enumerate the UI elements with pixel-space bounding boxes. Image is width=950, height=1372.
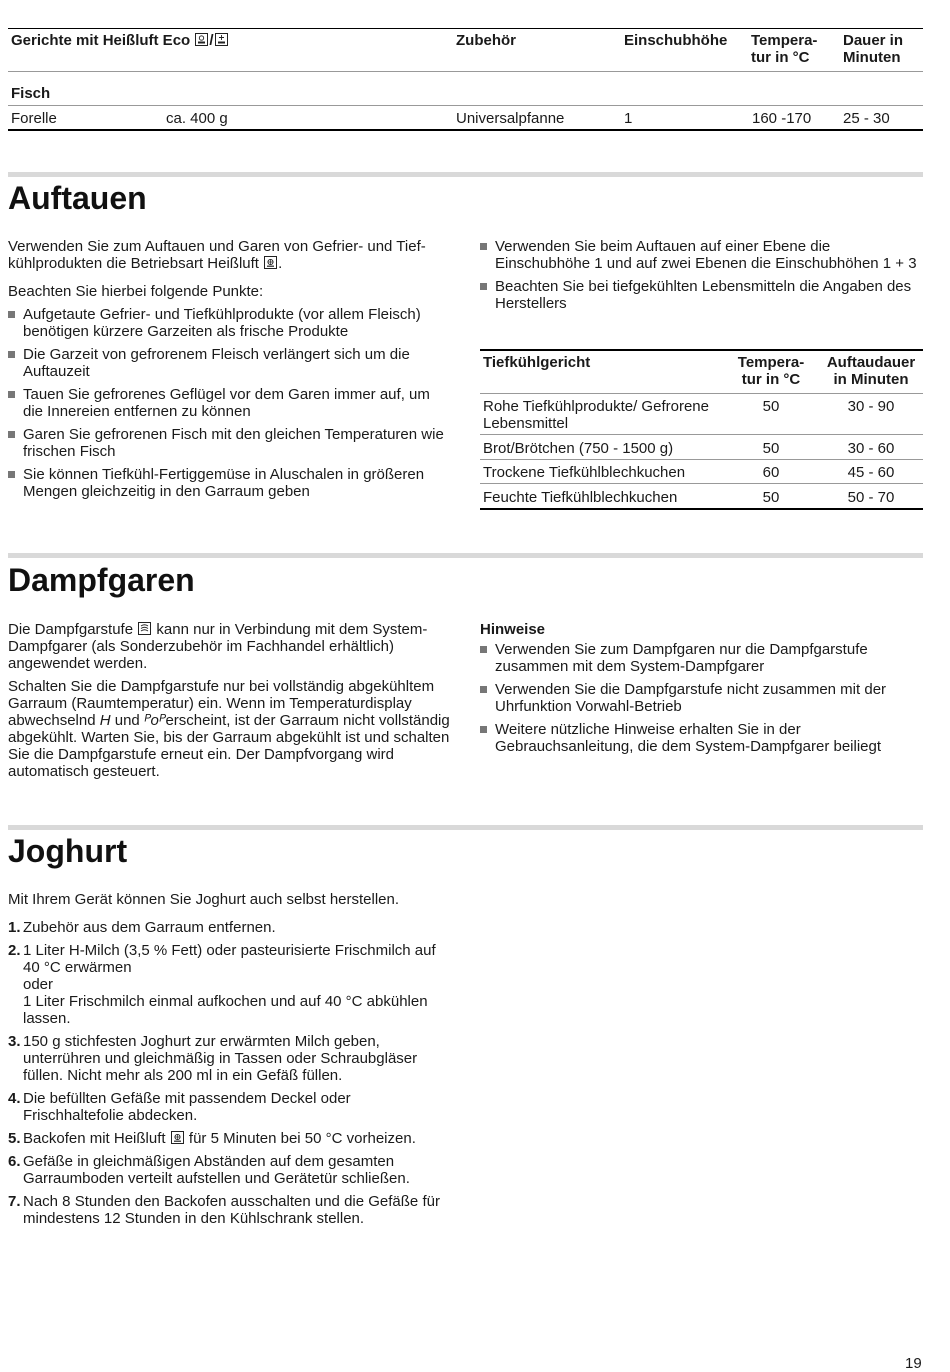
joghurt-steps [8, 919, 453, 1233]
auftauen-table-header-dish: Tiefkühlgericht [483, 354, 591, 371]
auftauen-table-header-duration [820, 354, 922, 388]
bullet-square-icon [8, 431, 15, 438]
list-item [8, 1130, 453, 1147]
section-title-dampfgaren: Dampfgaren [8, 562, 195, 598]
row-temp: 160 -170 [752, 110, 812, 127]
dampfgaren-p2-start: Schalten Sie die Dampfgarstufe nur bei vollständig abgekühltem Garraum (Raumtemperatur) ein. Wenn im Temperaturdisplay abwechselnd [8, 678, 435, 729]
bullet-square-icon [480, 726, 487, 733]
step-alt-text: 1 Liter Frischmilch einmal aufkochen und auf 40 °C abkühlen lassen. [23, 993, 428, 1027]
bullet-square-icon [8, 351, 15, 358]
row-rule [480, 434, 923, 435]
top-table-header-dish [11, 32, 229, 49]
row-duration: 30 - 60 [847, 440, 895, 457]
top-table-header-accessory: Zubehör [456, 32, 516, 49]
list-item-text: Verwenden Sie zum Dampfgaren nur die Dampfgarstufe zusammen mit dem System-Dampfgarer [495, 641, 868, 675]
list-item-text: Die Garzeit von gefrorenem Fleisch verlängert sich um die Auftauzeit [23, 346, 410, 380]
bullet-square-icon [480, 686, 487, 693]
row-dish: Feuchte Tiefkühlblechkuchen [483, 489, 678, 506]
step-text: Gefäße in gleichmäßigen Abständen auf dem gesamten Garraumboden verteilt aufstellen und Gerätetür schließen. [23, 1153, 410, 1187]
auftauen-bullets-right [480, 238, 920, 318]
bullet-square-icon [8, 311, 15, 318]
header-duration-line2: Minuten [843, 49, 901, 66]
top-table-top-rule [8, 28, 923, 29]
auftauen-intro-end: . [278, 255, 283, 272]
row-rule [480, 483, 923, 484]
header-duration-line1: Dauer in [843, 32, 904, 49]
dampfgaren-p2-end: erscheint, ist der Garraum nicht vollständig abgekühlt. Warten Sie, bis der Garraum abgekühlt ist und schalten Sie die Dampfgarstufe erneut ein. Der Dampfvorgang wird automatisch gesteuert. [8, 712, 450, 780]
auftauen-intro-line2: kühlprodukten die Betriebsart Heißluft [8, 255, 259, 272]
bullet-square-icon [8, 471, 15, 478]
step-text: Die befüllten Gefäße mit passendem Deckel oder Frischhaltefolie abdecken. [23, 1090, 351, 1124]
list-item [8, 1153, 453, 1187]
section-divider-joghurt [8, 825, 923, 830]
list-item [8, 466, 448, 500]
list-item [8, 942, 453, 1027]
auftauen-table-header-temp [730, 354, 812, 388]
header-duration-line2: in Minuten [833, 371, 909, 388]
row-dish: Rohe Tiefkühlprodukte/ Gefrorene Lebensmittel [483, 398, 709, 432]
dampfgaren-p1-start: Die Dampfgarstufe [8, 621, 134, 638]
list-item [8, 426, 448, 460]
list-item [480, 238, 920, 272]
list-item-text: Verwenden Sie beim Auftauen auf einer Ebene die Einschubhöhe 1 und auf zwei Ebenen die Einschubhöhen 1 + 3 [495, 238, 917, 272]
top-table-header-duration [843, 32, 903, 66]
header-temp-line1: Tempera- [737, 354, 805, 371]
step-text: 1 Liter H-Milch (3,5 % Fett) oder pasteurisierte Frischmilch auf 40 °C erwärmen [23, 942, 436, 976]
row-temp: 50 [762, 398, 780, 415]
page-number: 19 [905, 1355, 922, 1372]
bullet-square-icon [480, 646, 487, 653]
header-temp-line2: tur in °C [741, 371, 801, 388]
dampfgaren-paragraph-2 [8, 678, 453, 780]
auftauen-intro [8, 238, 453, 272]
list-item [480, 721, 920, 755]
joghurt-intro: Mit Ihrem Gerät können Sie Joghurt auch selbst herstellen. [8, 891, 400, 908]
top-table-header-rule [8, 71, 923, 72]
auftauen-bullets-left [8, 306, 448, 506]
header-dish-label: Gerichte mit Heißluft Eco [11, 32, 191, 49]
hot-air-icon [264, 256, 277, 269]
step-text: Zubehör aus dem Garraum entfernen. [23, 919, 276, 936]
list-item-text: Aufgetaute Gefrier- und Tiefkühlprodukte (vor allem Fleisch) benötigen kürzere Garzeiten als frische Produkte [23, 306, 421, 340]
section-title-joghurt: Joghurt [8, 833, 128, 869]
list-item [8, 386, 448, 420]
hot-air-eco-icon [195, 33, 208, 46]
list-item [480, 278, 920, 312]
header-temp-line1: Tempera- [751, 32, 818, 49]
step-number: 6. [8, 1153, 21, 1170]
row-duration: 45 - 60 [847, 464, 895, 481]
list-item [8, 1193, 453, 1227]
row-temp: 50 [762, 440, 780, 457]
list-item-text: Tauen Sie gefrorenes Geflügel vor dem Garen immer auf, um die Innereien entfernen zu können [23, 386, 430, 420]
list-item [8, 1090, 453, 1124]
top-table-bottom-rule [8, 129, 923, 131]
auftauen-table-header-rule [480, 393, 923, 394]
list-item-text: Beachten Sie bei tiefgekühlten Lebensmitteln die Angaben des Herstellers [495, 278, 912, 312]
step-number: 4. [8, 1090, 21, 1107]
section-divider-dampfgaren [8, 553, 923, 558]
auftauen-intro-line1: Verwenden Sie zum Auftauen und Garen von Gefrier- und Tief- [8, 238, 426, 255]
row-temp: 60 [762, 464, 780, 481]
step-number: 2. [8, 942, 21, 959]
top-table-group-rule [8, 105, 923, 106]
header-separator: / [209, 32, 214, 49]
steam-icon [138, 622, 151, 635]
row-amount: ca. 400 g [166, 110, 228, 127]
row-duration: 25 - 30 [843, 110, 890, 127]
row-dish: Forelle [11, 110, 57, 127]
section-divider-auftauen [8, 172, 923, 177]
list-item [8, 1033, 453, 1084]
section-title-auftauen: Auftauen [8, 180, 147, 216]
top-table-header-temp [751, 32, 817, 66]
list-item [8, 346, 448, 380]
step-number: 7. [8, 1193, 21, 1210]
display-glyph-pop: ᴾoᴾ [143, 712, 166, 729]
list-item-text: Weitere nützliche Hinweise erhalten Sie in der Gebrauchsanleitung, die dem System-Dampfgarer beiliegt [495, 721, 882, 755]
list-item [480, 641, 920, 675]
dampfgaren-paragraph-1 [8, 621, 453, 672]
step-number: 3. [8, 1033, 21, 1050]
list-item [480, 681, 920, 715]
list-item-text: Garen Sie gefrorenen Fisch mit den gleichen Temperaturen wie frischen Fisch [23, 426, 444, 460]
bullet-square-icon [8, 391, 15, 398]
top-table-group: Fisch [11, 85, 51, 102]
hot-air-icon [171, 1131, 184, 1144]
dampfgaren-p2-mid: und [114, 712, 140, 729]
header-temp-line2: tur in °C [751, 49, 810, 66]
step-text: Backofen mit Heißluft [23, 1130, 166, 1147]
auftauen-table-top-rule [480, 349, 923, 351]
header-duration-line1: Auftaudauer [826, 354, 916, 371]
step-or: oder [23, 976, 54, 993]
list-item [8, 919, 453, 936]
step-text: Nach 8 Stunden den Backofen ausschalten und die Gefäße für mindestens 12 Stunden in den Kühlschrank stellen. [23, 1193, 440, 1227]
row-rule [480, 459, 923, 460]
auftauen-table-bottom-rule [480, 508, 923, 510]
row-duration: 50 - 70 [847, 489, 895, 506]
row-temp: 50 [762, 489, 780, 506]
dampfgaren-notes [480, 641, 920, 761]
row-dish: Trockene Tiefkühlblechkuchen [483, 464, 686, 481]
dampfgaren-p1-rest: kann nur in Verbindung mit dem System-Dampfgarer (als Sonderzubehör im Fachhandel erhältlich) angewendet werden. [8, 621, 428, 672]
step-text: 150 g stichfesten Joghurt zur erwärmten Milch geben, unterrühren und gleichmäßig in Tassen oder Schraubgläser füllen. Nicht mehr als 200 ml in ein Gefäß füllen. [23, 1033, 418, 1084]
top-table-header-level: Einschubhöhe [624, 32, 728, 49]
list-item [8, 306, 448, 340]
list-item-text: Verwenden Sie die Dampfgarstufe nicht zusammen mit der Uhrfunktion Vorwahl-Betrieb [495, 681, 887, 715]
row-level: 1 [624, 110, 633, 127]
bullet-square-icon [480, 283, 487, 290]
step-number: 5. [8, 1130, 21, 1147]
row-dish: Brot/Brötchen (750 - 1500 g) [483, 440, 674, 457]
display-glyph-h: H [99, 712, 111, 729]
row-accessory: Universalpfanne [456, 110, 565, 127]
bullet-square-icon [480, 243, 487, 250]
hot-air-eco-alt-icon [215, 33, 228, 46]
dampfgaren-notes-title: Hinweise [480, 621, 546, 638]
auftauen-points-intro: Beachten Sie hierbei folgende Punkte: [8, 283, 264, 300]
step-text-end: für 5 Minuten bei 50 °C vorheizen. [188, 1130, 416, 1147]
step-number: 1. [8, 919, 21, 936]
row-duration: 30 - 90 [847, 398, 895, 415]
list-item-text: Sie können Tiefkühl-Fertiggemüse in Aluschalen in größeren Mengen gleichzeitig in den Garraum geben [23, 466, 425, 500]
